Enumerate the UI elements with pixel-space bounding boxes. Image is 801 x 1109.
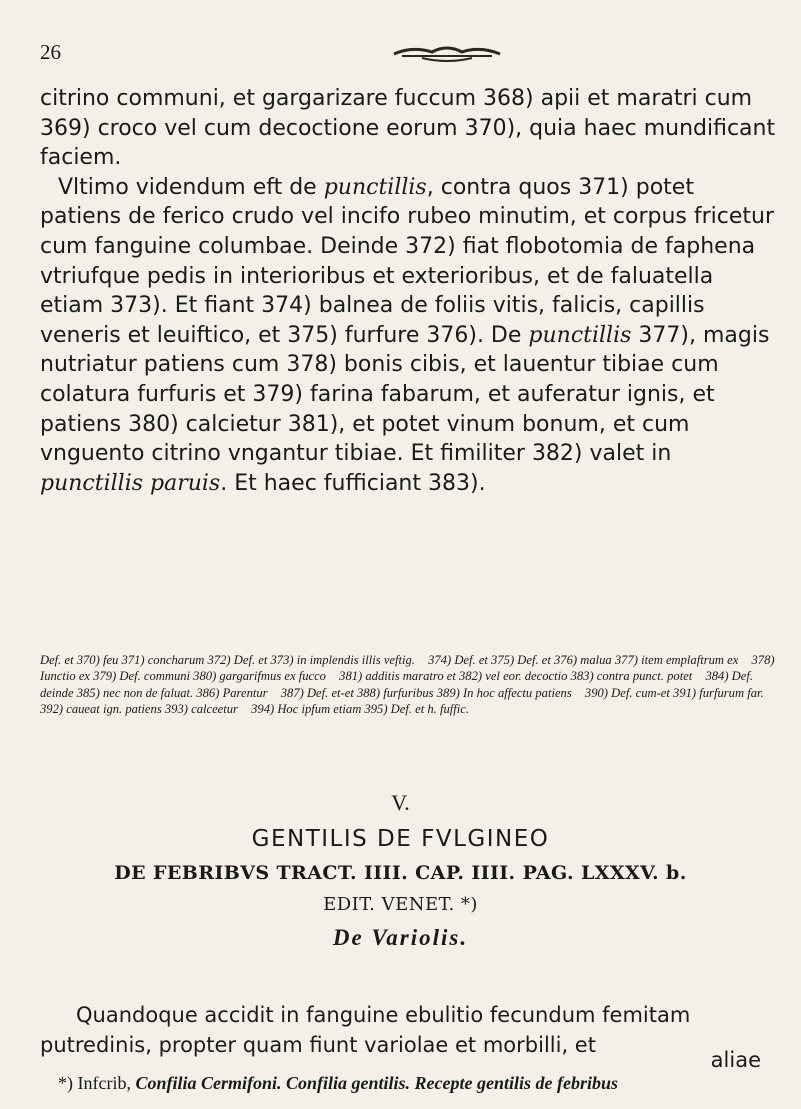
note-line: 394) Hoc ipfum etiam 395) Def. et h. fuffic. — [251, 702, 470, 717]
footnote-body: Confilia Cermifoni. Confilia gentilis. Recepte gentilis de febribus — [135, 1073, 618, 1093]
paragraph-2-emphasis-3: punctillis paruis — [40, 470, 221, 496]
paragraph-2-emphasis-1: punctillis — [323, 174, 427, 200]
note-line: 374) Def. et 375) Def. et 376) malua 377) item emplaftrum ex — [428, 653, 739, 667]
section-author: GENTILIS DE FVLGINEO — [251, 826, 550, 852]
section-edition: EDIT. VENET. *) — [323, 894, 478, 915]
note-line: 390) Def. cum-et 391) furfurum far. 392) caueat ign. patiens 393) calceetur — [40, 685, 764, 717]
footnote-mark: *) — [58, 1073, 73, 1093]
paragraph-2-part-c: , contra quos 371) potet patiens de ferico crudo vel incifo rubeo minutim, et corpus fricetur cum fanguine columbae. Deinde 372) fiat flobotomia de faphena vtriufque pedis in interioribus et exterioribus, et de faluatella etiam 373). Et fiant 374) balnea de foliis vitis, falicis, capillis veneris et leuiftico, et 375) furfure 376). De — [40, 174, 775, 348]
section-numeral: V. — [391, 790, 410, 815]
note-line: 381) additis maratro et 382) vel eor. decoctio 383) contra punct. potet — [339, 669, 693, 684]
variant-notes — [40, 652, 780, 718]
paragraph-2 — [40, 173, 780, 499]
main-text — [40, 84, 780, 498]
header-ornament-icon — [392, 42, 502, 62]
footnote — [58, 1074, 778, 1092]
paragraph-2-part-g: . Et haec fufficiant 383). — [220, 470, 486, 496]
section-source: DE FEBRIBVS TRACT. IIII. CAP. IIII. PAG. LXXXV. b. — [114, 862, 687, 884]
page-number: 26 — [40, 40, 61, 64]
section-heading — [0, 790, 801, 951]
section-paragraph: Quandoque accidit in fanguine ebulitio fecundum femitam putredinis, propter quam fiunt variolae et morbilli, et — [40, 1003, 691, 1057]
footnote-lead: Infcrib, — [77, 1073, 131, 1093]
paragraph-2-part-e: 377), magis nutriatur patiens cum 378) bonis cibis, et lauentur tibiae cum colatura furfuris et 379) farina fabarum, et auferatur ignis, et patiens 380) calcietur 381), et potet vinum bonum, et cum vnguento citrino vngantur tibiae. Et fimiliter 382) valet in — [40, 322, 770, 467]
paragraph-2-emphasis-2: punctillis — [528, 322, 632, 348]
section-title: De Variolis. — [332, 925, 469, 950]
note-line: 378) Iunctio ex 379) Def. communi 380) gargarifmus ex fucco — [40, 653, 775, 684]
paragraph-2-part-a: Vltimo videndum eft de — [58, 174, 324, 200]
section-body — [40, 1000, 780, 1060]
catchword: aliae — [710, 1048, 761, 1072]
paragraph-1: citrino communi, et gargarizare fuccum 368) apii et maratri cum 369) croco vel cum decoctione eorum 370), quia haec mundificant faciem. — [40, 86, 776, 171]
note-line: Def. et 370) feu 371) concharum 372) Def. et 373) in implendis illis veftig. — [40, 653, 415, 667]
note-line: 384) Def. deinde 385) nec non de faluat. 386) Parentur — [40, 669, 754, 700]
note-line: 387) Def. et-et 388) furfuribus 389) In hoc affectu patiens — [280, 685, 572, 700]
